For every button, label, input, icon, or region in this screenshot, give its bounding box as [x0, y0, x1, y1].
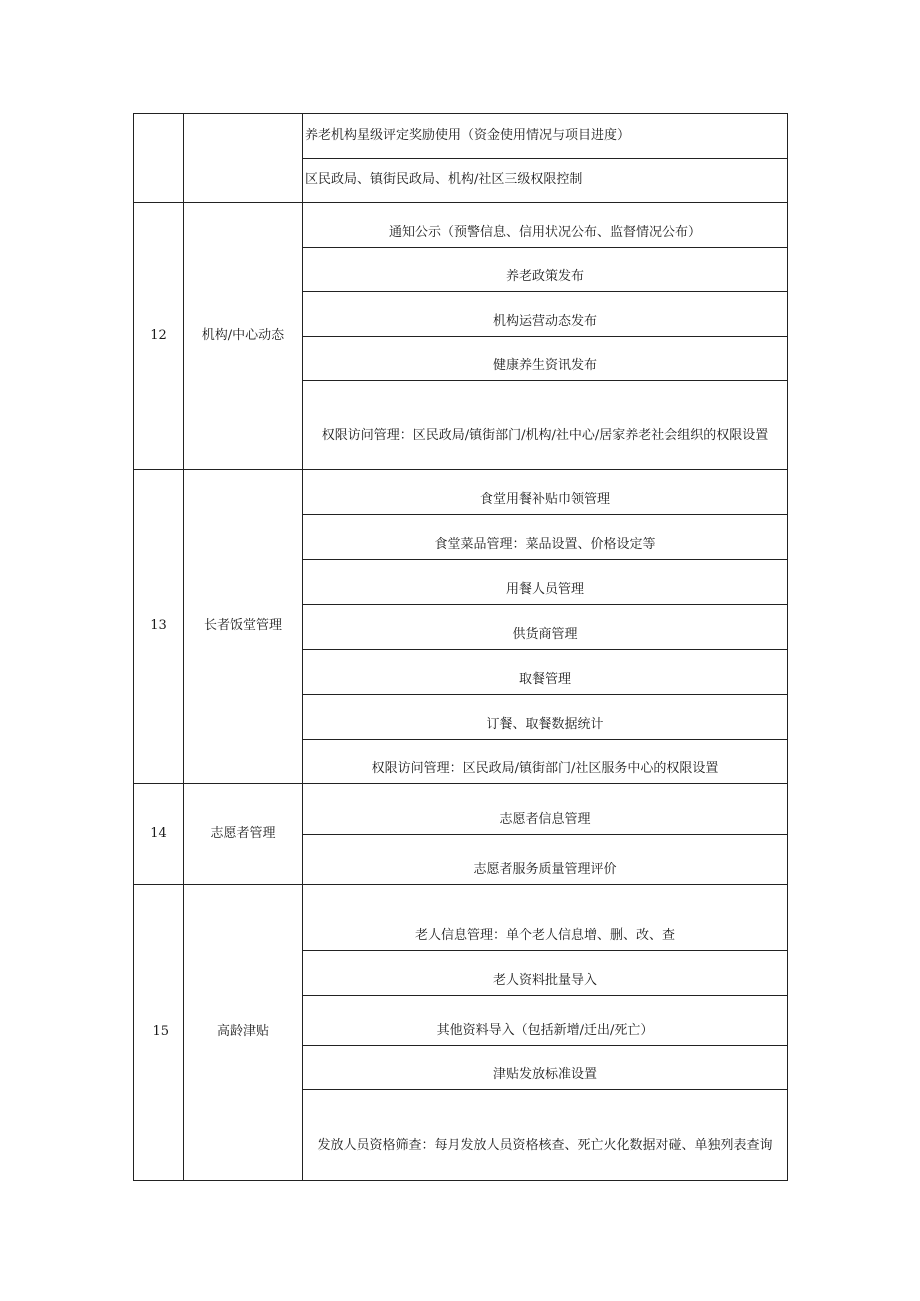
- row-number: 12: [134, 203, 184, 470]
- feature-table-body: [134, 114, 788, 1181]
- table-row: [134, 114, 788, 159]
- feature-item: 老人资料批量导入: [303, 951, 788, 996]
- feature-item: 区民政局、镇街民政局、机构/社区三级权限控制: [303, 159, 788, 203]
- row-number: [134, 114, 184, 203]
- feature-item: 订餐、取餐数据统计: [303, 695, 788, 740]
- feature-item: 其他资料导入（包括新增/迁出/死亡）: [303, 996, 788, 1046]
- table-row: [134, 470, 788, 515]
- feature-item: 养老政策发布: [303, 248, 788, 292]
- table-row: [134, 885, 788, 951]
- module-name: 志愿者管理: [184, 784, 303, 885]
- feature-item: 老人信息管理：单个老人信息增、删、改、查: [303, 885, 788, 951]
- feature-table: [133, 113, 788, 1181]
- feature-item: 用餐人员管理: [303, 560, 788, 605]
- row-number: 15: [134, 885, 184, 1181]
- feature-item: 健康养生资讯发布: [303, 337, 788, 381]
- module-name: 机构/中心动态: [184, 203, 303, 470]
- module-name: 高龄津贴: [184, 885, 303, 1181]
- feature-item: 权限访问管理：区民政局/镇街部门/社区服务中心的权限设置: [303, 740, 788, 784]
- feature-item: 取餐管理: [303, 650, 788, 695]
- feature-item: 通知公示（预警信息、信用状况公布、监督情况公布）: [303, 203, 788, 248]
- feature-item: 机构运营动态发布: [303, 292, 788, 337]
- module-name: [184, 114, 303, 203]
- feature-item: 权限访问管理：区民政局/镇街部门/机构/社中心/居家养老社会组织的权限设置: [303, 381, 788, 470]
- feature-item: 食堂用餐补贴巾领管理: [303, 470, 788, 515]
- feature-item: 发放人员资格筛查：每月发放人员资格核查、死亡火化数据对碰、单独列表查询: [303, 1090, 788, 1181]
- feature-item: 养老机构星级评定奖励使用（资金使用情况与项目进度）: [303, 114, 788, 159]
- feature-item: 津贴发放标准设置: [303, 1046, 788, 1090]
- table-row: [134, 203, 788, 248]
- feature-item: 志愿者服务质量管理评价: [303, 835, 788, 885]
- row-number: 14: [134, 784, 184, 885]
- feature-item: 志愿者信息管理: [303, 784, 788, 835]
- feature-item: 供货商管理: [303, 605, 788, 650]
- feature-item: 食堂菜品管理：菜品设置、价格设定等: [303, 515, 788, 560]
- table-row: [134, 784, 788, 835]
- row-number: 13: [134, 470, 184, 784]
- module-name: 长者饭堂管理: [184, 470, 303, 784]
